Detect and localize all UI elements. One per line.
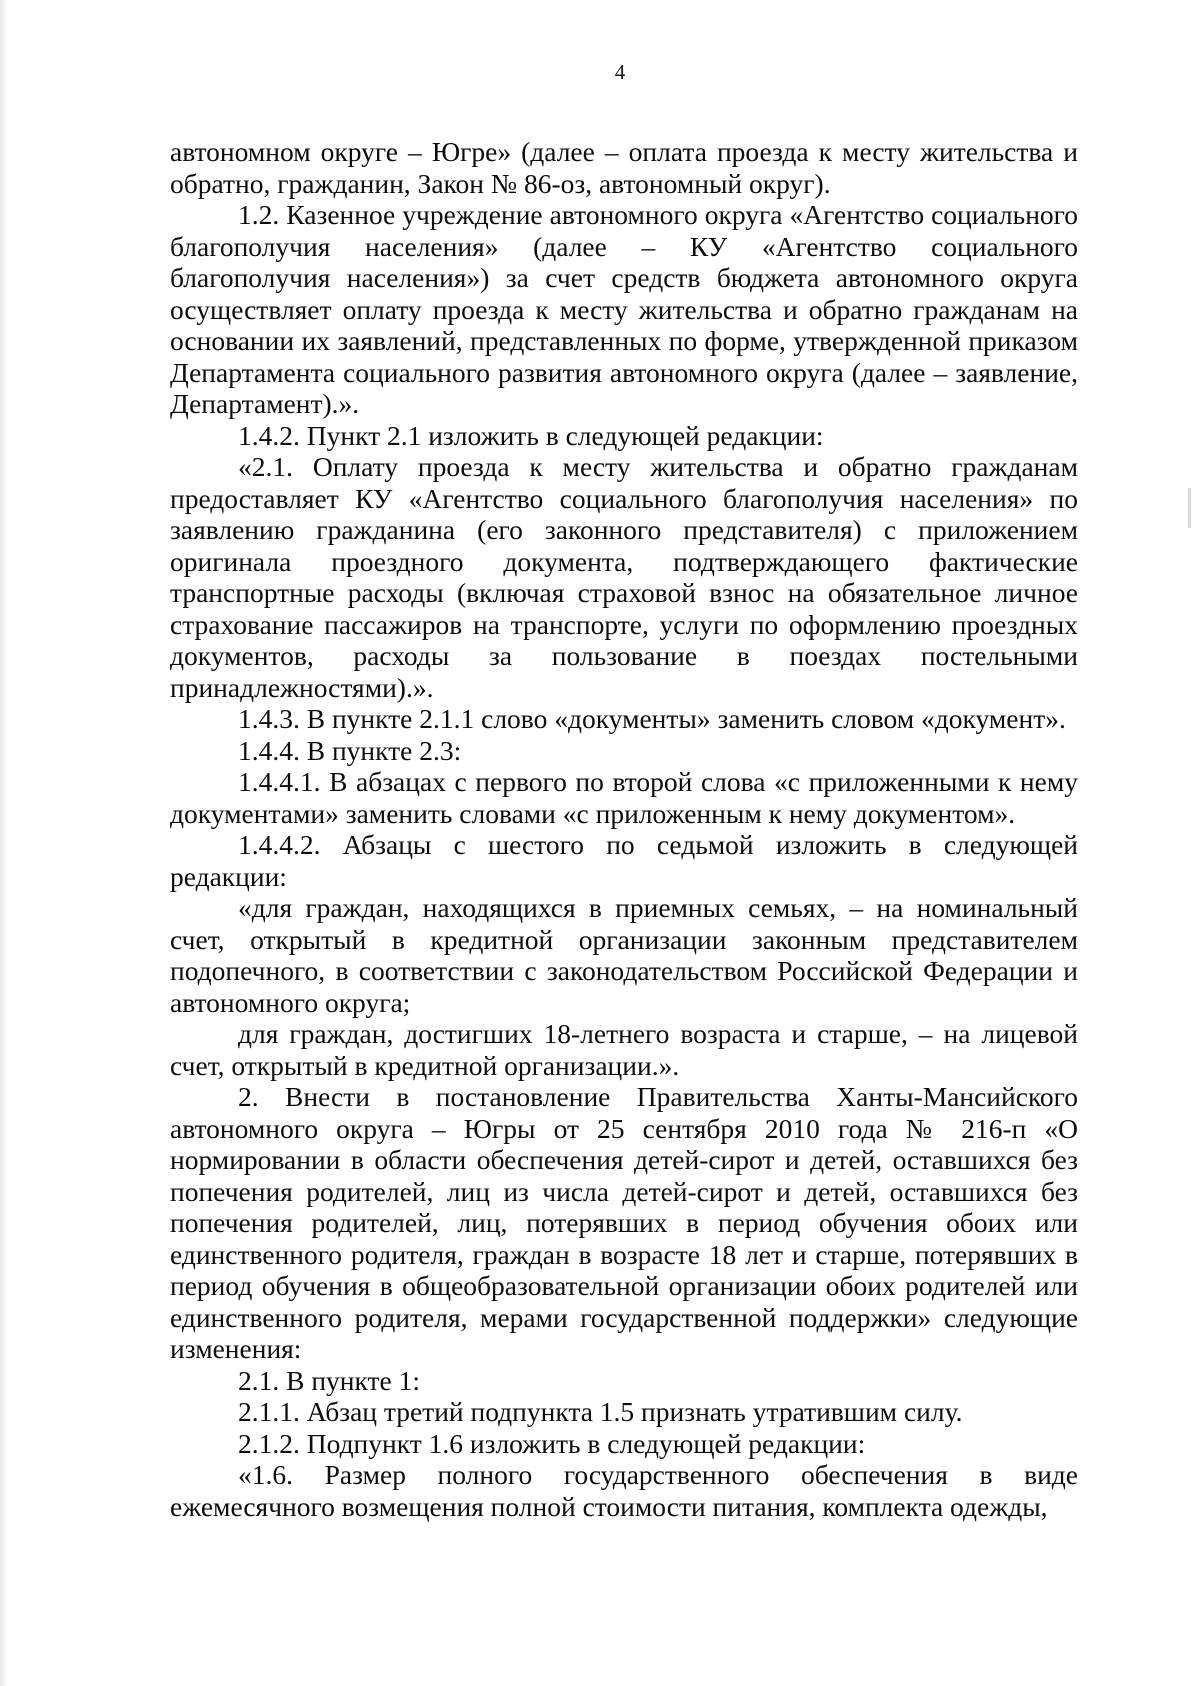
paragraph-1-2: 1.2. Казенное учреждение автономного округа «Агентство социального благополучия населения» (далее – КУ «Агентство социального благополучия населения») за счет средств бюджета автономного округа осуществляет оплату проезда к месту жительства и обратно гражданам на основании их заявлений, представленных по форме, утвержденной приказом Департамента социального развития автономного округа (далее – заявление, Департамент).».: [170, 199, 1078, 419]
paragraph-2-1: 2.1. В пункте 1:: [238, 1364, 421, 1396]
paragraph-adults: для граждан, достигших 18-летнего возраста и старше, – на лицевой счет, открытый в кредитной организации.».: [170, 1018, 1078, 1081]
paragraph-2-1-2: 2.1.2. Подпункт 1.6 изложить в следующей редакции:: [238, 1427, 866, 1459]
paragraph-foster-families: «для граждан, находящихся в приемных семьях, – на номинальный счет, открытый в кредитной организации законным представителем подопечного, в соответствии с законодательством Российской Федерации и автономного округа;: [170, 892, 1078, 1018]
paragraph-1-6-quote: «1.6. Размер полного государственного обеспечения в виде ежемесячного возмещения полной стоимости питания, комплекта одежды,: [170, 1459, 1078, 1522]
document-body: [170, 136, 1078, 1522]
paragraph-1-4-3: 1.4.3. В пункте 2.1.1 слово «документы» заменить словом «документ».: [238, 703, 1066, 734]
paragraph-1-4-4: 1.4.4. В пункте 2.3:: [238, 734, 462, 766]
scan-edge-mark: [1188, 488, 1191, 528]
paragraph-2: 2. Внести в постановление Правительства Ханты-Мансийского автономного округа – Югры от 25 сентября 2010 года № 216-п «О нормировании в области обеспечения детей-сирот и детей, оставшихся без попечения родителей, лиц из числа детей-сирот и детей, оставшихся без попечения родителей, лиц, потерявших в период обучения обоих или единственного родителя, граждан в возрасте 18 лет и старше, потерявших в период обучения в общеобразовательной организации обоих родителей или единственного родителя, мерами государственной поддержки» следующие изменения:: [170, 1081, 1078, 1364]
paragraph-1-4-4-2: 1.4.4.2. Абзацы с шестого по седьмой изложить в следующей редакции:: [170, 829, 1078, 892]
paragraph-1-4-2: 1.4.2. Пункт 2.1 изложить в следующей редакции:: [238, 419, 824, 451]
paragraph-continuation: автономном округе – Югре» (далее – оплата проезда к месту жительства и обратно, гражданин, Закон № 86-оз, автономный округ).: [170, 136, 1078, 199]
paragraph-2-1-quote: «2.1. Оплату проезда к месту жительства и обратно гражданам предоставляет КУ «Агентство социального благополучия населения» по заявлению гражданина (его законного представителя) с приложением оригинала проездного документа, подтверждающего фактические транспортные расходы (включая страховой взнос на обязательное личное страхование пассажиров на транспорте, услуги по оформлению проездных документов, расходы за пользование в поездах постельными принадлежностями).».: [170, 451, 1078, 703]
page-number: 4: [614, 60, 626, 84]
paragraph-1-4-4-1: 1.4.4.1. В абзацах с первого по второй слова «с приложенными к нему документами» заменить словами «с приложенным к нему документом».: [170, 766, 1078, 829]
paragraph-2-1-1: 2.1.1. Абзац третий подпункта 1.5 признать утратившим силу.: [238, 1396, 963, 1427]
scan-edge-shadow: [0, 0, 8, 1686]
